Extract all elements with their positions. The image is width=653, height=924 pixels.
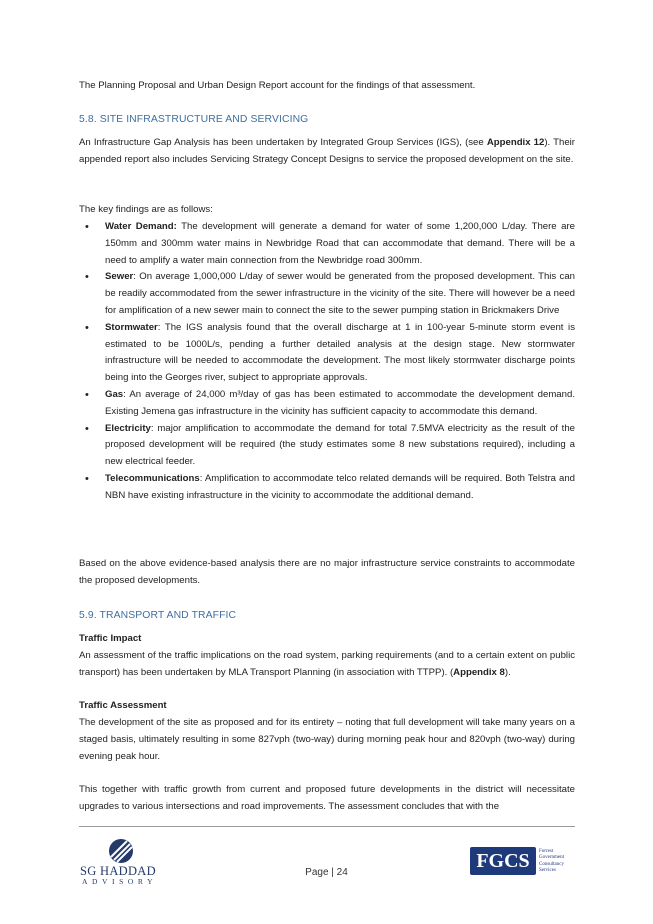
finding-water <box>79 219 575 269</box>
infrastructure-conclusion: Based on the above evidence-based analysis there are no major infrastructure service constraints to accommodate the proposed developments. <box>79 558 575 586</box>
finding-text: : The IGS analysis found that the overall discharge at 1 in 100-year 5-minute storm event is estimated to be 1000L/s, pending a further detailed analysis at the design stage. New stormwater infrastructure will be needed to accommodate the development. The most likely stormwater discharge points being into the Georges river, subject to appropriate approvals. <box>105 321 575 384</box>
section-heading-5-9: 5.9. TRANSPORT AND TRAFFIC <box>79 610 237 621</box>
finding-text: The development will generate a demand for water of some 1,200,000 L/day. There are 150mm and 300mm water mains in Newbridge Road that can accommodate that demand. There will be a need to amplify a water main connection from the Newbridge road 300mm. <box>105 221 575 266</box>
traffic-assessment-paragraph: The development of the site as proposed and for its entirety – noting that full development will take many years on a staged basis, ultimately resulting in some 827vph (two-way) during morning peak hour and 820vph (two-way) during evening peak hour. <box>79 717 575 762</box>
finding-text: : Amplification to accommodate telco related demands will be required. Both Telstra and NBN have existing infrastructure in the vicinity to accommodate the additional demand. <box>105 472 575 501</box>
finding-sewer <box>79 269 575 319</box>
fgcs-logo <box>470 847 536 875</box>
key-findings-list <box>79 219 575 505</box>
footer-divider <box>79 826 575 827</box>
sg-haddad-logo-text: SG HADDAD <box>80 864 156 878</box>
page-number: Page | 24 <box>305 867 348 878</box>
finding-text: : An average of 24,000 m³/day of gas has been estimated to accommodate the development demand. Existing Jemena gas infrastructure in the vicinity has sufficient capacity to accommodate this demand. <box>105 388 575 417</box>
fgcs-caption-line: Forrest <box>539 849 554 854</box>
infrastructure-paragraph <box>79 135 575 169</box>
finding-electricity <box>79 421 575 471</box>
fgcs-caption-line: Consultancy <box>539 861 564 867</box>
infrastructure-text-c: ). Their appended report also includes Servicing Strategy Concept Designs to service the proposed development on the site. <box>79 137 575 165</box>
finding-gas <box>79 387 575 421</box>
traffic-growth-paragraph: This together with traffic growth from current and proposed future developments in the district will necessitate upgrades to various intersections and road improvements. The assessment concludes that with the <box>79 784 575 812</box>
finding-term: Stormwater <box>105 321 158 333</box>
finding-term: Telecommunications <box>105 472 200 484</box>
finding-text: : On average 1,000,000 L/day of sewer would be generated from the proposed development. This can be readily accommodated from the sewer infrastructure in the vicinity of the site. There will however be a need for amplification of a new sewer main to connect the site to the sewer pumping station in Brickmakers Drive <box>105 271 575 316</box>
traffic-impact-subheading: Traffic Impact <box>79 633 142 644</box>
finding-term: Gas <box>105 388 124 400</box>
finding-term: Water Demand: <box>105 221 177 232</box>
finding-telecommunications <box>79 471 575 505</box>
finding-term: Sewer <box>105 271 134 283</box>
fgcs-caption-line: Services <box>539 867 556 873</box>
key-findings-intro: The key findings are as follows: <box>79 204 213 215</box>
traffic-assessment-subheading: Traffic Assessment <box>79 700 167 711</box>
fgcs-logo-caption <box>539 849 564 874</box>
section-heading-5-8: 5.8. SITE INFRASTRUCTURE AND SERVICING <box>79 114 309 125</box>
finding-text: : major amplification to accommodate the demand for total 7.5MVA electricity as the result of the proposed development will be required (the study estimates some 8 new substations required), including a new electrical feeder. <box>105 422 575 468</box>
intro-paragraph: The Planning Proposal and Urban Design Report account for the findings of that assessment. <box>79 80 476 91</box>
fgcs-caption-line: Government <box>539 855 564 861</box>
sg-haddad-logo-subtext: ADVISORY <box>82 877 158 886</box>
traffic-impact-paragraph <box>79 648 575 682</box>
traffic-impact-text-c: ). <box>504 666 511 678</box>
finding-term: Electricity <box>105 422 151 434</box>
appendix-8-ref: Appendix 8 <box>453 666 505 678</box>
infrastructure-text-a: An Infrastructure Gap Analysis has been undertaken by Integrated Group Services (IGS), (see <box>79 137 487 148</box>
traffic-impact-text-a: An assessment of the traffic implications on the road system, parking requirements (and to a certain extent on public transport) has been undertaken by MLA Transport Planning (in association with TTPP). ( <box>79 650 575 678</box>
fgcs-logo-text: FGCS <box>476 850 530 872</box>
appendix-12-ref: Appendix 12 <box>486 137 545 148</box>
finding-stormwater <box>79 320 575 387</box>
